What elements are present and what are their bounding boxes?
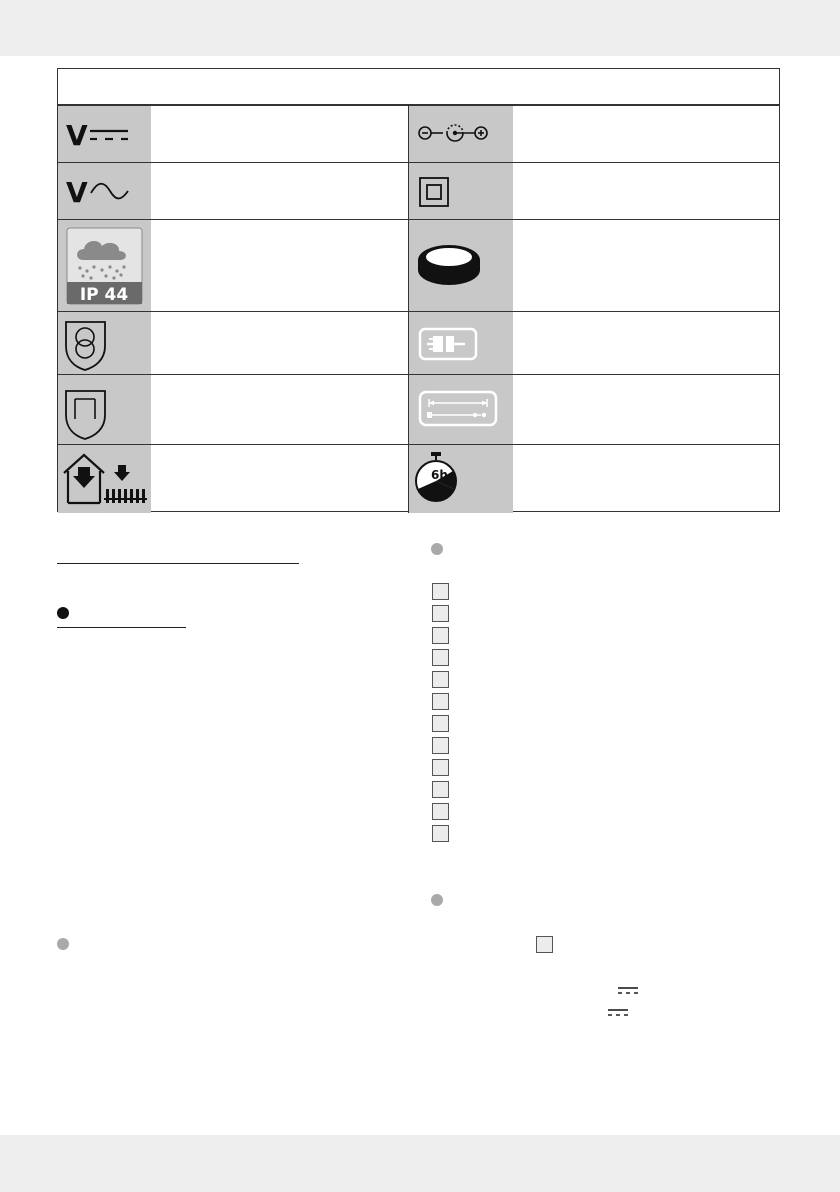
symbol-description — [512, 445, 779, 513]
symbol-row — [58, 219, 779, 311]
section-bullet-gray — [57, 938, 69, 950]
section-bullet-gray — [431, 543, 443, 555]
icon-cell — [408, 312, 513, 374]
icon-cell — [58, 106, 151, 162]
symbol-description — [151, 312, 408, 374]
part-number-box — [432, 583, 449, 600]
symbol-row — [58, 444, 779, 513]
ip44-badge: IP 44 — [79, 285, 129, 305]
part-number-box — [536, 936, 553, 953]
ip44-rain-icon — [58, 220, 151, 312]
symbol-description — [151, 106, 408, 162]
icon-cell — [58, 445, 151, 513]
symbol-description — [512, 163, 779, 219]
symbol-description — [151, 163, 408, 219]
ac-voltage-icon — [58, 163, 151, 220]
cable-length-icon — [409, 375, 513, 445]
icon-cell — [58, 312, 151, 374]
subsection-heading-underline — [57, 627, 186, 628]
section-bullet-gray — [431, 894, 443, 906]
symbol-row — [58, 105, 779, 162]
icon-cell — [58, 163, 151, 219]
short-circuit-proof-transformer-icon — [58, 375, 151, 445]
part-number-box — [432, 825, 449, 842]
part-number-box — [432, 693, 449, 710]
part-number-box — [432, 605, 449, 622]
part-number-box — [432, 803, 449, 820]
dc-symbol-icon — [616, 985, 640, 997]
part-number-box — [432, 759, 449, 776]
part-number-box — [432, 627, 449, 644]
button-cell-battery-icon — [409, 220, 513, 312]
plug-connector-icon — [409, 312, 513, 375]
symbol-row — [58, 374, 779, 444]
icon-cell — [58, 375, 151, 444]
part-number-box — [432, 649, 449, 666]
dc-voltage-icon — [58, 106, 151, 163]
symbol-description — [151, 445, 408, 513]
page-bottom-band — [0, 1135, 840, 1192]
symbol-description — [512, 312, 779, 374]
indoor-outdoor-use-icon — [58, 445, 151, 514]
icon-cell — [408, 106, 513, 162]
page-top-band — [0, 0, 840, 56]
symbol-description — [512, 375, 779, 444]
svg-text:V: V — [66, 176, 88, 209]
symbol-description — [151, 220, 408, 311]
polarity-icon — [409, 106, 513, 163]
protection-class-ii-icon — [409, 163, 513, 220]
part-number-box — [432, 737, 449, 754]
part-number-box — [432, 781, 449, 798]
part-number-box — [432, 671, 449, 688]
symbol-row — [58, 162, 779, 219]
section-heading-underline — [57, 563, 299, 564]
icon-cell — [408, 220, 513, 311]
symbol-description — [512, 106, 779, 162]
symbol-row — [58, 311, 779, 374]
icon-cell — [408, 445, 513, 513]
symbol-table — [57, 68, 780, 512]
icon-cell — [408, 375, 513, 444]
svg-text:V: V — [66, 119, 88, 152]
symbol-description — [512, 220, 779, 311]
symbol-table-header — [58, 69, 779, 105]
timer-badge: 6h — [431, 468, 448, 482]
symbol-description — [151, 375, 408, 444]
icon-cell — [408, 163, 513, 219]
dc-symbol-icon — [606, 1007, 630, 1019]
timer-icon — [409, 445, 513, 514]
section-bullet-black — [57, 607, 69, 619]
part-number-box — [432, 715, 449, 732]
icon-cell — [58, 220, 151, 311]
safety-transformer-icon — [58, 312, 151, 375]
